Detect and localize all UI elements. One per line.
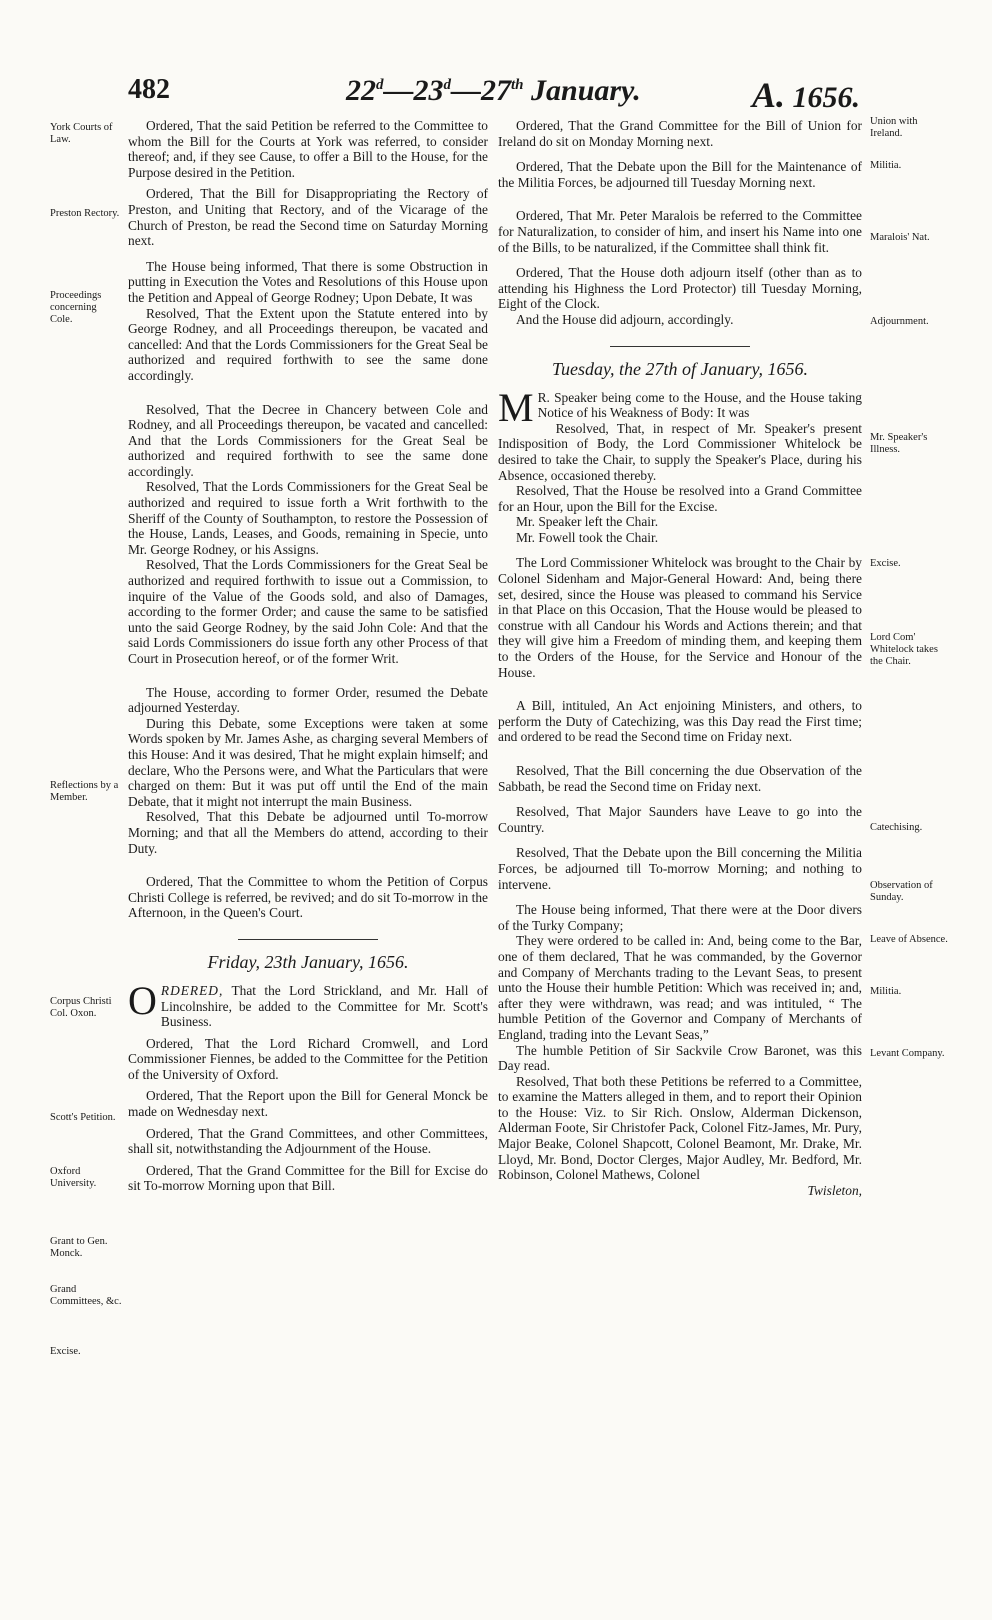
- scott-text: That the Lord Strickland, and Mr. Hall of Lincolnshire, be added to the Committee for Mr. Scott's Business.: [160, 982, 489, 1030]
- margin-note: Grant to Gen. Monck.: [50, 1236, 108, 1259]
- margin-note: Lord Com' Whitelock takes the Chair.: [870, 632, 938, 667]
- date-2-suffix: d: [443, 77, 451, 93]
- entry-maralois: Ordered, That Mr. Peter Maralois be referred to the Committee for Naturalization, to consider of him, and insert his Name into one of the Bills, to be naturalized, if the Committee shall think fit.: [498, 208, 862, 255]
- entry-militia: Ordered, That the Debate upon the Bill for the Maintenance of the Militia Forces, be adjourned till Tuesday Morning next.: [498, 159, 862, 190]
- day-heading-text: Friday, 23th January, 1656.: [207, 951, 409, 972]
- drop-cap: M: [498, 384, 534, 430]
- entry-levant-4: Resolved, That both these Petitions be referred to a Committee, to examine the Matters alleged in them, and to report their Opinion to the House: Viz. to Sir Rich. Onslow, Alderman Dickenson, Alderman Foote, Sir Christofer Pack, Colonel Fitz-James, Mr. Pury, Major Beake, Colonel Shapcott, Colonel Beamont, Mr. Drake, Mr. Lloyd, Mr. Bond, Doctor Clerges, Major Audley, Mr. Bedford, Mr. Robinson, Colonel Mathews, Colonel: [498, 1073, 862, 1183]
- entry-adjournment: Ordered, That the House doth adjourn itself (other than as to attending his Highness the Lord Protector) till Tuesday Morning, Eight of the Clock.: [498, 265, 862, 312]
- entry-reflections-2: During this Debate, some Exceptions were taken at some Words spoken by Mr. James Ashe, as charging several Members of this House: And it was desired, That he might explain himself; and declare, Who the Persons were, and What the Particulars that were charged on them: But it was put off until the End of the main Debate, that it might not interrupt the main Business.: [128, 715, 488, 809]
- entry-speaker-resolution: Resolved, That, in respect of Mr. Speaker's present Indisposition of Body, the Lord Commissioner Whitelock be desired to take the Chair, to supply the Speaker's Place, during his Absence, occasioned thereby.: [498, 420, 862, 483]
- entry-leave-absence: Resolved, That Major Saunders have Leave to go into the Country.: [498, 804, 862, 835]
- margin-note: Preston Rectory.: [50, 208, 120, 219]
- margin-note: Levant Company.: [870, 1048, 945, 1059]
- entry-levant-2: They were ordered to be called in: And, being come to the Bar, one of them declared, That he was commanded, by the Governor and Company of Merchants trading to the Levant Seas, to present unto the House their humble Petition: Which was received in; and, after they were withdrawn, was read; and was intituled, “ The humble Petition of the Governor and Company of Merchants of England, trading into the Levant Seas,”: [498, 933, 862, 1042]
- left-column: [128, 118, 488, 1194]
- margin-note: Catechising.: [870, 822, 923, 833]
- entry-union-ireland: Ordered, That the Grand Committee for the Bill of Union for Ireland do sit on Monday Morning next.: [498, 118, 862, 149]
- day-heading-tuesday: [498, 346, 862, 380]
- entry-cole-resolution-3: Resolved, That the Lords Commissioners for the Great Seal be authorized and required to issue forth a Writ forthwith to the Sheriff of the County of Southampton, to restore the Possession of the House, Lands, Leases, and Goods, remaining in Specie, unto Mr. George Rodney, or his Assigns.: [128, 479, 488, 557]
- margin-note: Excise.: [50, 1346, 81, 1357]
- margin-note: Militia.: [870, 986, 902, 997]
- margin-note: Excise.: [870, 558, 901, 569]
- entry-speaker-left: Mr. Speaker left the Chair.: [516, 514, 659, 530]
- entry-speaker-weakness: [498, 384, 862, 430]
- year-prefix: A.: [752, 75, 786, 115]
- entry-excise-grand-committee: Resolved, That the House be resolved into a Grand Committee for an Hour, upon the Bill for the Excise.: [498, 483, 862, 514]
- margin-note: Grand Committees, &c.: [50, 1284, 122, 1307]
- margin-note: Corpus Christi Col. Oxon.: [50, 996, 112, 1019]
- entry-catechising: A Bill, intituled, An Act enjoining Ministers, and others, to perform the Duty of Catechizing, was this Day read the First time; and ordered to be read the Second time on Friday next.: [498, 698, 862, 745]
- margin-note: Adjournment.: [870, 316, 929, 327]
- date-3-suffix: th: [511, 77, 524, 93]
- entry-levant-3: The humble Petition of Sir Sackvile Crow Baronet, was this Day read.: [498, 1042, 862, 1074]
- entry-preston-rectory: Ordered, That the Bill for Disappropriating the Rectory of Preston, and Uniting that Rectory, and of the Vicarage of the Church of Preston, be read the Second time on Saturday Morning next.: [128, 186, 488, 249]
- entry-reflections-3: Resolved, That this Debate be adjourned until To-morrow Morning; and that all the Members do attend, according to their Duty.: [128, 809, 488, 856]
- running-head-month: January.: [531, 74, 641, 107]
- margin-note: Leave of Absence.: [870, 934, 948, 945]
- margin-note: Observation of Sunday.: [870, 880, 933, 903]
- entry-levant-1: The House being informed, That there were at the Door divers of the Turky Company;: [498, 902, 862, 933]
- entry-grand-committees: Ordered, That the Grand Committees, and other Committees, shall sit, notwithstanding the Adjournment of the House.: [128, 1125, 488, 1157]
- date-3: 27: [481, 74, 511, 107]
- running-head-year: [752, 74, 860, 116]
- entry-cole-resolution-2: Resolved, That the Decree in Chancery between Cole and Rodney, and all Proceedings thereupon, be vacated and cancelled: And that the Lords Commissioners for the Great Seal be authorized and required forthwith to see the same done accordingly.: [128, 401, 488, 479]
- margin-note: Mr. Speaker's Illness.: [870, 432, 928, 455]
- catchword: Twisleton,: [807, 1182, 862, 1198]
- entry-sabbath: Resolved, That the Bill concerning the due Observation of the Sabbath, be read the Second time on Friday next.: [498, 763, 862, 794]
- entry-fowell-chair: Mr. Fowell took the Chair.: [516, 529, 659, 545]
- page-header: [0, 74, 992, 114]
- entry-militia-2: Resolved, That the Debate upon the Bill concerning the Militia Forces, be adjourned till To-morrow Morning; and nothing to intervene.: [498, 845, 862, 892]
- date-1-suffix: d: [376, 77, 384, 93]
- margin-note: Oxford University.: [50, 1166, 97, 1189]
- margin-note: Proceedings concerning Cole.: [50, 290, 102, 325]
- entry-corpus-christi: Ordered, That the Committee to whom the Petition of Corpus Christi College is referred, be revived; and do sit To-morrow in the Afternoon, in the Queen's Court.: [128, 874, 488, 921]
- entry-adjournment-2: And the House did adjourn, accordingly.: [516, 311, 734, 327]
- margin-note: Maralois' Nat.: [870, 232, 930, 243]
- section-rule: [610, 346, 750, 347]
- margin-note: Scott's Petition.: [50, 1112, 116, 1123]
- entry-cole-resolution-4: Resolved, That the Lords Commissioners for the Great Seal be authorized and required forthwith to issue out a Commission, to inquire of the Value of the Goods sold, and also of Damages, according to the former Order; and cause the same to be satisfied unto the said George Rodney, by the said John Cole: And that the said Lords Commissioners do issue forth any other Process of that Court in Prosecution hereof, or of the former Writ.: [128, 557, 488, 666]
- entry-scott-petition: [128, 977, 489, 1030]
- entry-monck: Ordered, That the Report upon the Bill for General Monck be made on Wednesday next.: [128, 1088, 488, 1120]
- right-column: [498, 118, 862, 1198]
- entry-cole-obstruction: The House being informed, That there is some Obstruction in putting in Execution the Votes and Resolutions of this House upon the Petition and Appeal of George Rodney; Upon Debate, It was: [128, 258, 488, 305]
- running-head-dates: 22$^d$—23$^d$—27th January.: [346, 74, 641, 107]
- date-2: 23: [413, 74, 444, 107]
- year-value: 1656.: [792, 81, 861, 114]
- margin-note: York Courts of Law.: [50, 122, 113, 145]
- margin-note: Reflections by a Member.: [50, 780, 119, 803]
- entry-reflections-1: The House, according to former Order, resumed the Debate adjourned Yesterday.: [128, 684, 488, 716]
- margin-note: Militia.: [870, 160, 902, 171]
- entry-york-courts: Ordered, That the said Petition be referred to the Committee to whom the Bill for the Courts at York was referred, to consider thereof; and, if they see Cause, to offer a Bill to the House, for the Purpose desired in the Petition.: [128, 118, 488, 180]
- drop-cap: O: [128, 977, 157, 1023]
- section-rule: [238, 939, 378, 940]
- speaker-text: R. Speaker being come to the House, and the House taking Notice of his Weakness of Body: It was: [537, 389, 862, 421]
- entry-whitelock: The Lord Commissioner Whitelock was brought to the Chair by Colonel Sidenham and Major-General Howard: And, being there set, desired, since the House was pleased to command his Service in that Place on this Occasion, That the House would be pleased to construe with all Candour his Words and Actions therein; and that they will give him a Freedom of minding them, and keeping them to the Orders of the House, for the Service and Honour of the House.: [498, 555, 862, 680]
- day-heading-text: Tuesday, the 27th of January, 1656.: [552, 358, 808, 379]
- entry-oxford: Ordered, That the Lord Richard Cromwell, and Lord Commissioner Fiennes, be added to the Committee for the Petition of the University of Oxford.: [128, 1035, 488, 1082]
- date-1: 22: [346, 74, 376, 107]
- entry-cole-resolution-1: Resolved, That the Extent upon the Statute entered into by George Rodney, and all Proceedings thereupon, be vacated and cancelled: And that the Lords Commissioners for the Great Seal be authorized and required forthwith to see the same done accordingly.: [128, 305, 488, 383]
- ordered-caps: RDERED,: [160, 982, 224, 998]
- margin-note: Union with Ireland.: [870, 116, 918, 139]
- entry-excise: Ordered, That the Grand Committee for the Bill for Excise do sit To-morrow Morning upon that Bill.: [128, 1162, 488, 1194]
- day-heading-friday: [128, 939, 488, 973]
- page-number: 482: [128, 74, 170, 105]
